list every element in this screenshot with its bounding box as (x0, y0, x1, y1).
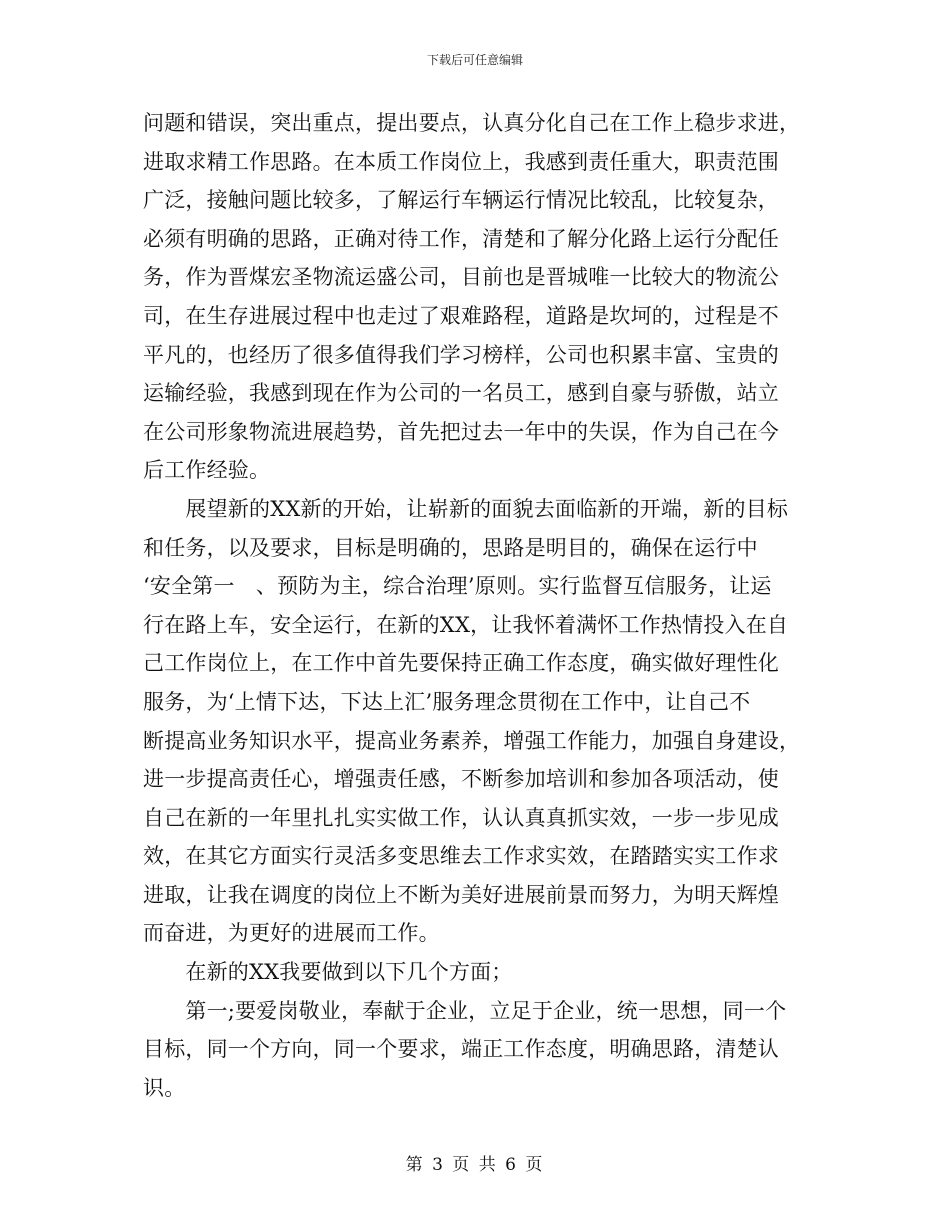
text-line: 进取，让我在调度的岗位上不断为美好进展前景而努力，为明天辉煌 (143, 882, 779, 907)
text-line: 识。 (143, 1075, 186, 1100)
text-line: 进取求精工作思路。在本质工作岗位上，我感到责任重大，职责范围 (143, 149, 779, 174)
page-header: 下载后可任意编辑 (426, 53, 523, 67)
text-line: 问题和错误，突出重点，提出要点，认真分化自己在工作上稳步求进， (143, 111, 801, 135)
text-line: ‘安全第一 、预防为主，综合治理’原则。实行监督互信服务，让运 (143, 574, 772, 599)
text-line: 广泛，接触问题比较多，了解运行车辆运行情况比较乱，比较复杂， (143, 188, 779, 213)
text-line: 平凡的，也经历了很多值得我们学习榜样，公司也积累丰富、宝贵的 (143, 342, 779, 367)
text-line: 效，在其它方面实行灵活多变思维去工作求实效，在踏踏实实工作求 (143, 844, 779, 869)
text-line: 在公司形象物流进展趋势，首先把过去一年中的失误，作为自己在今 (143, 419, 779, 444)
text-line: 自己在新的一年里扎扎实实做工作，认认真真抓实效，一步一步见成 (143, 805, 779, 830)
text-line: 务，作为晋煤宏圣物流运盛公司，目前也是晋城唯一比较大的物流公 (143, 265, 779, 290)
text-line: 和任务，以及要求，目标是明确的，思路是明目的，确保在运行中 (143, 535, 758, 560)
body-text (143, 104, 807, 1107)
text-line: 断提高业务知识水平，提高业务素养，增强工作能力，加强自身建设， (143, 728, 801, 753)
text-line: 后工作经验。 (143, 458, 271, 483)
text-line: 必须有明确的思路，正确对待工作，清楚和了解分化路上运行分配任 (143, 226, 779, 251)
text-line: 服务，为‘上情下达，下达上汇’服务理念贯彻在工作中，让自己不 (143, 689, 751, 714)
text-line: 运输经验，我感到现在作为公司的一名员工，感到自豪与骄傲，站立 (143, 381, 779, 406)
text-line: 而奋进，为更好的进展而工作。 (143, 921, 440, 946)
text-line: 第一;要爱岗敬业，奉献于企业，立足于企业，统一思想，同一个 (143, 998, 787, 1023)
text-line: 己工作岗位上，在工作中首先要保持正确工作态度，确实做好理性化 (143, 651, 779, 676)
text-line: 在新的XX我要做到以下几个方面； (143, 960, 513, 985)
text-line: 展望新的XX新的开始，让崭新的面貌去面临新的开端，新的目标 (143, 496, 789, 521)
text-line: 司，在生存进展过程中也走过了艰难路程，道路是坎坷的，过程是不 (143, 303, 779, 328)
text-line: 目标，同一个方向，同一个要求，端正工作态度，明确思路，清楚认 (143, 1037, 779, 1062)
page-number: 第 3 页 共 6 页 (405, 1155, 545, 1175)
text-line: 进一步提高责任心，增强责任感，不断参加培训和参加各项活动，使 (143, 767, 779, 792)
text-line: 行在路上车，安全运行，在新的XX，让我怀着满怀工作热情投入在自 (143, 612, 789, 637)
